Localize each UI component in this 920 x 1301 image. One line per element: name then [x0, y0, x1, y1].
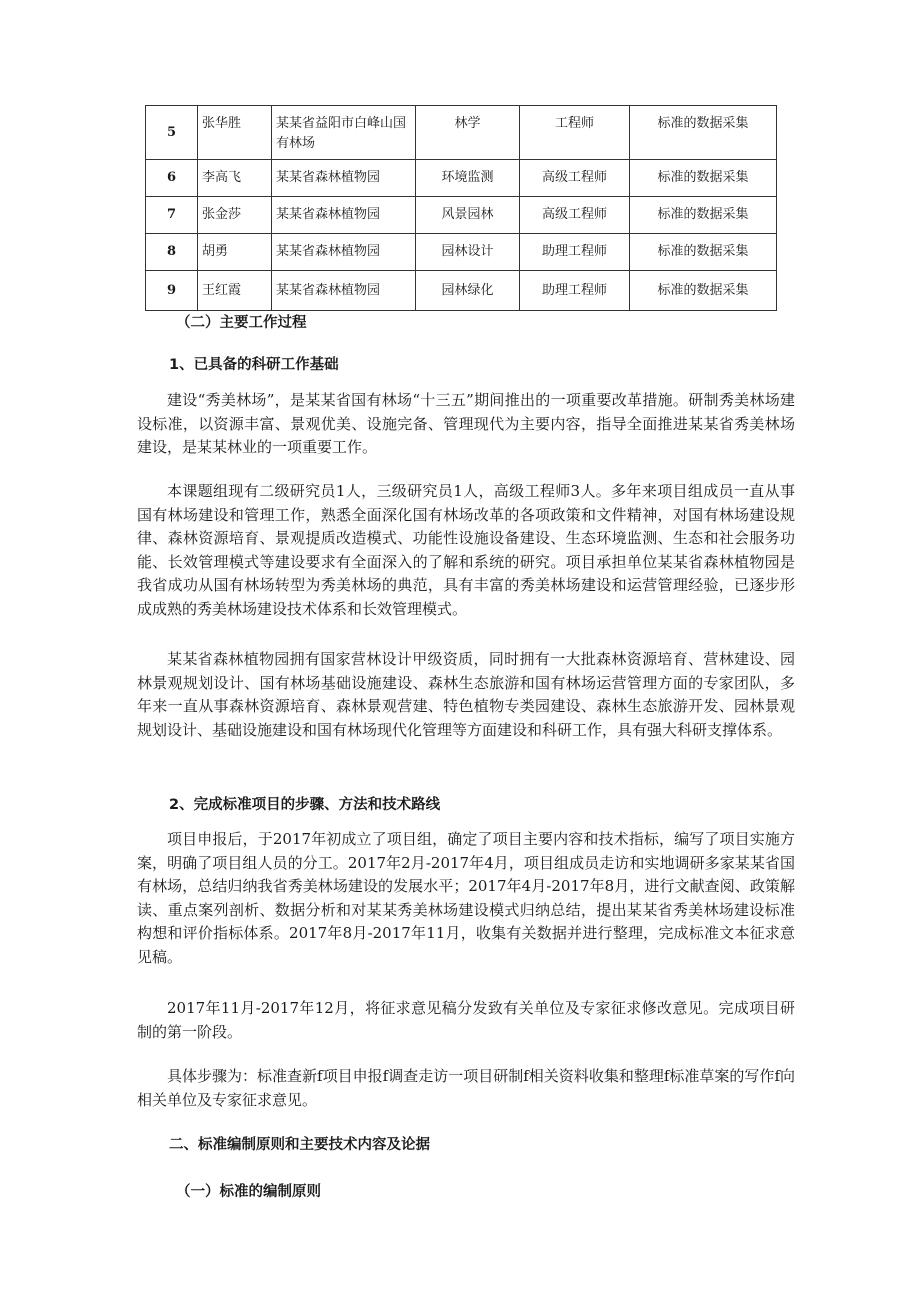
member-number: 7 — [146, 197, 198, 234]
member-title: 工程师 — [520, 106, 630, 160]
paragraph-background: 建设“秀美林场”，是某某省国有林场“十三五”期间推出的一项重要改革措施。研制秀美林场建设标准，以资源丰富、景观优美、设施完备、管理现代为主要内容，指导全面推进某某省秀美林场建设，是某某林业的一项重要工作。 — [137, 391, 795, 456]
member-unit: 某某省森林植物园 — [272, 271, 416, 311]
paragraph-consultation: 2017年11月-2017年12月，将征求意见稿分发致有关单位及专家征求修改意见。完成项目研制的第一阶段。 — [137, 999, 795, 1041]
member-number: 9 — [146, 271, 198, 311]
member-role: 标准的数据采集 — [630, 234, 777, 271]
member-name: 张金莎 — [198, 197, 272, 234]
member-unit: 某某省森林植物园 — [272, 234, 416, 271]
table-row — [146, 234, 777, 271]
member-major: 风景园林 — [416, 197, 520, 234]
table-row — [146, 197, 777, 234]
table-row — [146, 160, 777, 197]
project-members-table — [145, 105, 777, 311]
heading-steps-methods: 2、完成标准项目的步骤、方法和技术路线 — [169, 797, 441, 813]
table-row — [146, 106, 777, 160]
member-title: 助理工程师 — [520, 234, 630, 271]
member-name: 张华胜 — [198, 106, 272, 160]
member-role: 标准的数据采集 — [630, 160, 777, 197]
heading-compilation-principles: （一）标准的编制原则 — [176, 1184, 321, 1200]
member-major: 园林设计 — [416, 234, 520, 271]
member-major: 林学 — [416, 106, 520, 160]
member-number: 6 — [146, 160, 198, 197]
member-title: 高级工程师 — [520, 197, 630, 234]
member-major: 环境监测 — [416, 160, 520, 197]
paragraph-institution: 某某省森林植物园拥有国家营林设计甲级资质，同时拥有一大批森林资源培育、营林建设、园林景观规划设计、国有林场基础设施建设、森林生态旅游和国有林场运营管理方面的专家团队，多年来一直从事森林资源培育、森林景观营建、特色植物专类园建设、森林生态旅游开发、园林景观规划设计、基础设施建设和国有林场现代化管理等方面建设和科研工作，具有强大科研支撑体系。 — [137, 650, 795, 739]
table-row — [146, 271, 777, 311]
paragraph-timeline: 项目申报后，于2017年初成立了项目组，确定了项目主要内容和技术指标，编写了项目实施方案，明确了项目组人员的分工。2017年2月-2017年4月，项目组成员走访和实地调研多家某某省国有林场，总结归纳我省秀美林场建设的发展水平；2017年4月-2017年8月，进行文献查阅、政策解读、重点案列剖析、数据分析和对某某秀美林场建设模式归纳总结，提出某某省秀美林场建设标准构想和评价指标体系。2017年8月-2017年11月，收集有关数据并进行整理，完成标准文本征求意见稿。 — [137, 830, 795, 966]
heading-principles-section: 二、标准编制原则和主要技术内容及论据 — [169, 1137, 430, 1153]
member-title: 助理工程师 — [520, 271, 630, 311]
member-name: 李高飞 — [198, 160, 272, 197]
member-unit: 某某省益阳市白峰山国有林场 — [272, 106, 416, 160]
member-role: 标准的数据采集 — [630, 271, 777, 311]
member-name: 王红霞 — [198, 271, 272, 311]
member-title: 高级工程师 — [520, 160, 630, 197]
member-number: 5 — [146, 106, 198, 160]
paragraph-team: 本课题组现有二级研究员1人，三级研究员1人，高级工程师3人。多年来项目组成员一直从事国有林场建设和管理工作，熟悉全面深化国有林场改革的各项政策和文件精神，对国有林场建设规律、森林资源培育、景观提质改造模式、功能性设施设备建设、生态环境监测、生态和社会服务功能、长效管理模式等建设要求有全面深入的了解和系统的研究。项目承担单位某某省森林植物园是我省成功从国有林场转型为秀美林场的典范，具有丰富的秀美林场建设和运营管理经验，已逐步形成成熟的秀美林场建设技术体系和长效管理模式。 — [137, 482, 795, 618]
member-role: 标准的数据采集 — [630, 197, 777, 234]
paragraph-procedure: 具体步骤为：标准查新f项目申报f调查走访一项目研制f相关资料收集和整理f标准草案的写作f向相关单位及专家征求意见。 — [137, 1067, 795, 1109]
member-name: 胡勇 — [198, 234, 272, 271]
member-role: 标准的数据采集 — [630, 106, 777, 160]
member-unit: 某某省森林植物园 — [272, 197, 416, 234]
member-number: 8 — [146, 234, 198, 271]
heading-work-process: （二）主要工作过程 — [176, 315, 307, 331]
member-unit: 某某省森林植物园 — [272, 160, 416, 197]
member-major: 园林绿化 — [416, 271, 520, 311]
heading-research-basis: 1、已具备的科研工作基础 — [169, 357, 339, 373]
